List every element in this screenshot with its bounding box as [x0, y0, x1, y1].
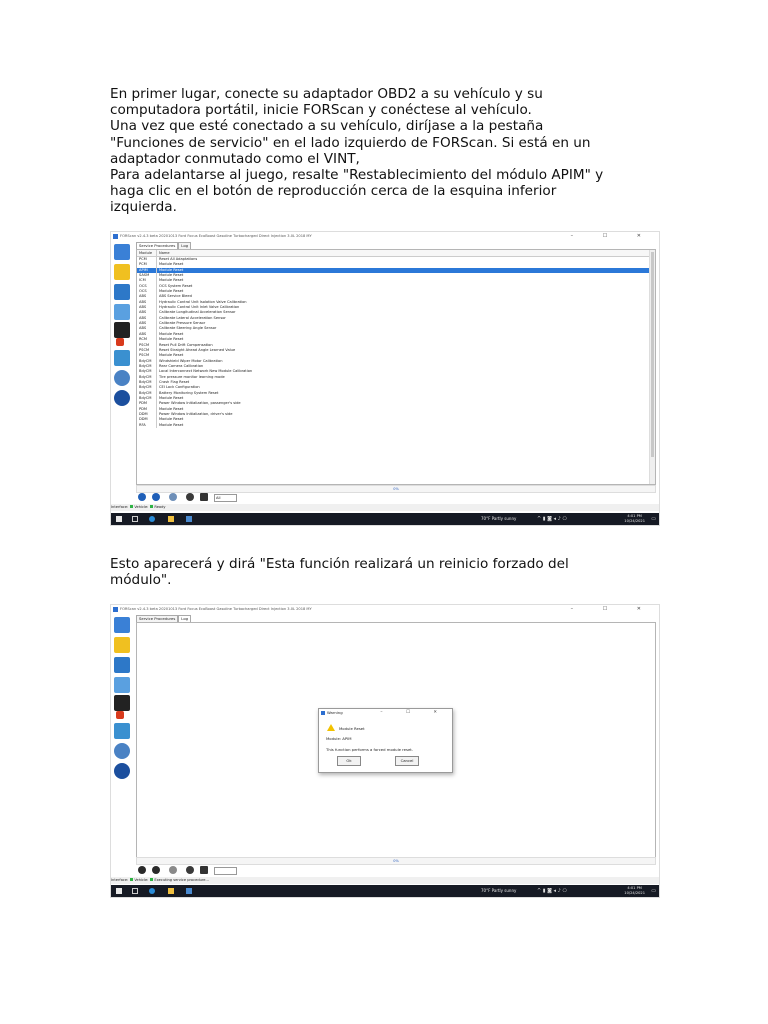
window-title: FORScan v2.4.3 beta 20201013 Ford Focus EcoBoost Gasoline Turbocharged Direct Injection 3.0L 2018 MY [120, 607, 312, 611]
procedure-module: BdyCM [137, 369, 157, 374]
procedures-panel [136, 249, 656, 485]
second-line: Esto aparecerá y dirá "Esta función realizará un reinicio forzado del [110, 556, 569, 572]
clock[interactable] [624, 514, 645, 524]
procedure-name: Hydraulic Control Unit Inlet Valve Calibration [159, 305, 240, 310]
column-module[interactable]: Module [137, 250, 157, 256]
intro-line: haga clic en el botón de reproducción cerca de la esquina inferior [110, 183, 557, 200]
tab-service-procedures[interactable]: Service Procedures [136, 242, 178, 249]
procedure-name: Tire pressure monitor learning mode [159, 374, 225, 379]
clock-date: 10/24/2021 [624, 518, 645, 523]
procedure-module: APIM [137, 268, 157, 273]
oscilloscope-icon[interactable] [114, 284, 130, 300]
dialog-titlebar [319, 709, 452, 717]
procedure-module: BdyCM [137, 364, 157, 369]
procedure-module: OCS [137, 289, 157, 294]
procedure-module: DDM [137, 417, 157, 422]
procedure-name: Calibrate Steering Angle Sensor [159, 326, 217, 331]
procedure-module: ABS [137, 316, 157, 321]
status-interface-indicator [130, 505, 133, 508]
ford-logo-icon[interactable] [114, 763, 130, 779]
procedure-name: Reset Straight Ahead Angle Learned Value [159, 347, 236, 352]
procedure-name: Calibrate Lateral Acceleration Sensor [159, 315, 226, 320]
procedure-name: Reset All Adaptations [159, 257, 198, 261]
status-vehicle-indicator [150, 505, 153, 508]
procedure-name: Module Reset [159, 278, 184, 283]
ok-button[interactable]: Ok [337, 756, 361, 766]
stop-button[interactable] [152, 493, 160, 501]
procedure-name: Calibrate Longitudinal Acceleration Sensor [159, 310, 236, 315]
procedure-module: ABS [137, 310, 157, 315]
weather-widget[interactable]: 70°F Partly sunny [481, 516, 517, 521]
procedure-name: Module Reset [159, 289, 184, 294]
filter-select[interactable] [214, 867, 237, 875]
gear-icon[interactable] [114, 743, 130, 759]
procedure-name: ABS Service Bleed [159, 294, 192, 299]
status-state: Ready [154, 505, 166, 509]
procedure-module: ICM [137, 278, 157, 283]
clock-time: 4:01 PM [627, 514, 642, 518]
forscan-screenshot-dialog [110, 604, 660, 898]
procedure-module: ABS [137, 294, 157, 299]
procedure-module: PCM [137, 262, 157, 267]
procedure-name: Battery Monitoring System Reset [159, 390, 219, 395]
warning-dialog [318, 708, 453, 773]
procedure-name: Hydraulic Control Unit Isolation Valve Calibration [159, 299, 247, 304]
procedure-name: Windshield Wiper Motor Calibration [159, 358, 223, 363]
run-button[interactable] [138, 866, 146, 874]
procedure-module: PSCM [137, 348, 157, 353]
intro-line: Una vez que esté conectado a su vehículo, diríjase a la pestaña [110, 118, 544, 135]
checklist-icon[interactable] [114, 304, 130, 320]
procedure-module: BdyCM [137, 375, 157, 380]
procedure-module: PSCM [137, 353, 157, 358]
info-button[interactable] [186, 866, 194, 874]
procedure-module: RFA [137, 423, 157, 428]
procedure-module: ABS [137, 326, 157, 331]
window-controls[interactable]: – ☐ ✕ [570, 233, 655, 239]
window-titlebar [111, 232, 659, 241]
procedure-name: Module Reset [159, 417, 184, 422]
procedure-module: SASM [137, 273, 157, 278]
procedures-grid [137, 250, 650, 484]
intro-line: computadora portátil, inicie FORScan y conéctese al vehículo. [110, 102, 532, 119]
weather-widget[interactable]: 70°F Partly sunny [481, 888, 517, 893]
windows-taskbar [111, 885, 659, 897]
vehicle-info-icon[interactable] [114, 244, 130, 260]
stop-icon[interactable] [116, 711, 124, 719]
forscan-taskbar-icon[interactable] [186, 516, 192, 522]
procedure-module: ABS [137, 332, 157, 337]
browser-icon[interactable] [149, 516, 155, 522]
run-button[interactable] [138, 493, 146, 501]
window-title: FORScan v2.4.3 beta 20201013 Ford Focus EcoBoost Gasoline Turbocharged Direct Injection 3.0L 2018 MY [120, 234, 312, 238]
status-interface-indicator [130, 878, 133, 881]
grid-header [137, 250, 650, 257]
tab-strip [136, 242, 191, 249]
procedure-name: Module Reset [159, 273, 184, 278]
window-controls[interactable]: – ☐ ✕ [570, 606, 655, 612]
procedure-row[interactable] [137, 423, 650, 428]
procedure-module: DDM [137, 412, 157, 417]
tab-strip [136, 615, 191, 622]
task-view-icon[interactable] [132, 516, 138, 522]
notification-icon[interactable]: ▭ [651, 516, 656, 522]
procedure-module: PDM [137, 407, 157, 412]
oscilloscope-icon[interactable] [114, 657, 130, 673]
service-functions-icon[interactable] [114, 350, 130, 366]
progress-bar: 0% [136, 485, 656, 493]
refresh-button[interactable] [169, 866, 177, 874]
service-functions-icon[interactable] [114, 723, 130, 739]
system-tray[interactable]: ^ ▮ ◙ ◂ ♪ ⎔ [537, 888, 567, 894]
procedure-module: BdyCM [137, 385, 157, 390]
status-interface-label: Interface: [111, 878, 129, 882]
column-name[interactable]: Name [159, 251, 170, 255]
save-button[interactable] [200, 493, 208, 501]
status-interface-label: Interface: [111, 505, 129, 509]
progress-bar: 0% [136, 857, 656, 865]
save-button[interactable] [200, 866, 208, 874]
second-line: módulo". [110, 572, 172, 589]
tests-icon[interactable] [114, 695, 130, 711]
status-vehicle-indicator [150, 878, 153, 881]
procedure-name: Calibrate Pressure Sensor [159, 321, 206, 326]
status-bar [111, 877, 659, 884]
forscan-taskbar-icon[interactable] [186, 888, 192, 894]
gear-icon[interactable] [114, 370, 130, 386]
second-paragraph [110, 556, 655, 588]
file-explorer-icon[interactable] [168, 888, 174, 894]
app-icon [113, 607, 118, 612]
procedure-module: BdyCM [137, 380, 157, 385]
intro-line: izquierda. [110, 199, 177, 216]
tab-log[interactable]: Log [178, 242, 191, 249]
start-icon[interactable] [116, 888, 122, 894]
procedure-module: ABS [137, 300, 157, 305]
start-icon[interactable] [116, 516, 122, 522]
forscan-screenshot-list [110, 231, 660, 526]
dialog-window-controls[interactable]: – ☐ ✕ [380, 710, 448, 715]
intro-line: adaptador conmutado como el VINT, [110, 150, 360, 167]
dialog-message: This function performs a forced module reset. [326, 747, 413, 752]
filter-select[interactable]: All [214, 494, 237, 502]
forscan-sidebar [111, 242, 135, 503]
checklist-icon[interactable] [114, 677, 130, 693]
app-icon [321, 711, 325, 715]
browser-icon[interactable] [149, 888, 155, 894]
procedure-module: PSCM [137, 343, 157, 348]
vehicle-info-icon[interactable] [114, 617, 130, 633]
grid-rows [137, 257, 650, 428]
ford-logo-icon[interactable] [114, 390, 130, 406]
status-vehicle-label: Vehicle: [134, 505, 149, 509]
dtc-icon[interactable] [114, 264, 130, 280]
intro-paragraph [110, 86, 655, 216]
clock-date: 10/24/2021 [624, 890, 645, 895]
dialog-heading: Module Reset [339, 726, 365, 731]
system-tray[interactable]: ^ ▮ ◙ ◂ ♪ ⎔ [537, 516, 567, 522]
procedure-name: Crash Flag Reset [159, 379, 190, 384]
status-vehicle-label: Vehicle: [134, 878, 149, 882]
warning-icon [327, 724, 335, 731]
procedure-name: Power Window Initialization, passenger's side [159, 401, 241, 406]
stop-icon[interactable] [116, 338, 124, 346]
procedure-module: RCM [137, 337, 157, 342]
procedure-name: Local Interconnect Network New Module Calibration [159, 369, 253, 374]
stop-button[interactable] [152, 866, 160, 874]
procedure-module: OCS [137, 284, 157, 289]
tests-icon[interactable] [114, 322, 130, 338]
vertical-scrollbar[interactable] [649, 250, 655, 484]
tab-log[interactable]: Log [178, 615, 191, 622]
intro-line: Para adelantarse al juego, resalte "Restablecimiento del módulo APIM" y [110, 167, 604, 184]
procedure-module: PDM [137, 401, 157, 406]
procedure-name: Module Reset [159, 406, 184, 411]
intro-line: "Funciones de servicio" en el lado izquierdo de FORScan. Si está en un [110, 134, 591, 151]
info-button[interactable] [186, 493, 194, 501]
procedure-name: Module Reset [159, 395, 184, 400]
tab-service-procedures[interactable]: Service Procedures [136, 615, 178, 622]
procedure-module: ABS [137, 321, 157, 326]
clock-time: 4:01 PM [627, 886, 642, 890]
dialog-title: Warning [327, 710, 343, 715]
procedure-name: Power Window Initialization, driver's side [159, 411, 233, 416]
procedure-name: Module Reset [159, 331, 184, 336]
clock[interactable] [624, 886, 645, 896]
notification-icon[interactable]: ▭ [651, 888, 656, 894]
forscan-sidebar [111, 615, 135, 875]
procedure-module: ABS [137, 305, 157, 310]
procedure-name: CEI Lock Configuration [159, 385, 200, 390]
status-state: Executing service procedure... [154, 878, 209, 882]
procedure-module: BdyCM [137, 359, 157, 364]
scroll-thumb[interactable] [651, 252, 654, 457]
procedure-module: BdyCM [137, 391, 157, 396]
cancel-button[interactable]: Cancel [395, 756, 419, 766]
procedure-name: OCS System Reset [159, 283, 193, 288]
procedure-name: Rear Camera Calibration [159, 363, 204, 368]
procedure-name: Module Reset [159, 262, 184, 267]
windows-taskbar [111, 513, 659, 525]
procedure-module: PCM [137, 257, 157, 262]
task-view-icon[interactable] [132, 888, 138, 894]
window-titlebar [111, 605, 659, 614]
intro-line: En primer lugar, conecte su adaptador OBD2 a su vehículo y su [110, 86, 543, 102]
procedure-module: BdyCM [137, 396, 157, 401]
app-icon [113, 234, 118, 239]
procedure-name: Module Reset [159, 267, 184, 272]
file-explorer-icon[interactable] [168, 516, 174, 522]
dtc-icon[interactable] [114, 637, 130, 653]
procedure-name: Reset Pull Drift Compensation [159, 342, 213, 347]
dialog-module: Module: APIM [326, 736, 352, 741]
status-bar [111, 504, 659, 511]
procedure-name: Module Reset [159, 353, 184, 358]
procedure-name: Module Reset [159, 422, 184, 427]
procedure-name: Module Reset [159, 337, 184, 342]
refresh-button[interactable] [169, 493, 177, 501]
